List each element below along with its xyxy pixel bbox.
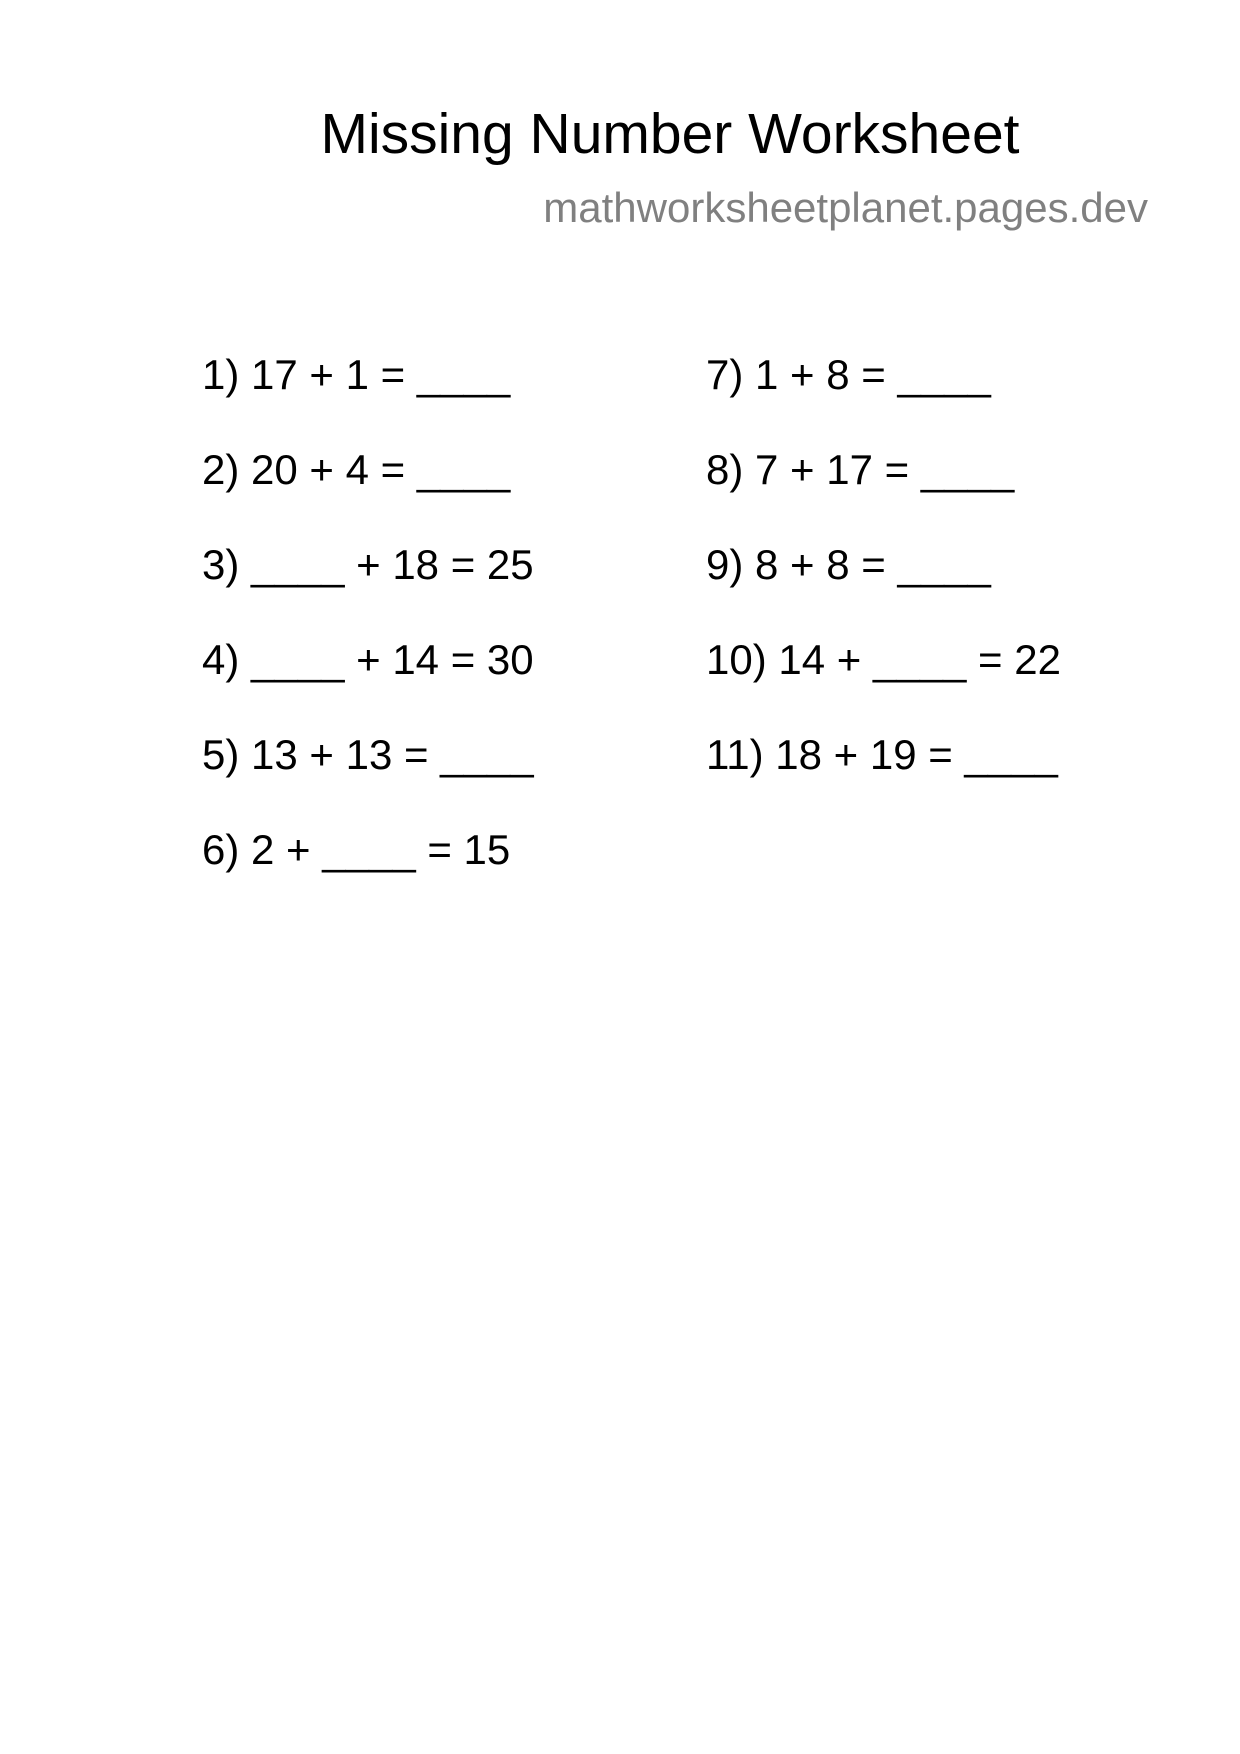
problem-4: 4) ____ + 14 = 30: [202, 636, 534, 683]
site-url: mathworksheetplanet.pages.dev: [543, 184, 1148, 231]
problem-9: 9) 8 + 8 = ____: [706, 541, 991, 588]
problem-7: 7) 1 + 8 = ____: [706, 351, 991, 398]
problem-10: 10) 14 + ____ = 22: [706, 636, 1061, 683]
problem-6: 6) 2 + ____ = 15: [202, 826, 511, 873]
problem-column-left: [202, 349, 534, 919]
problem-3: 3) ____ + 18 = 25: [202, 541, 534, 588]
problem-11: 11) 18 + 19 = ____: [706, 731, 1058, 778]
page-title: Missing Number Worksheet: [320, 102, 1020, 166]
problem-5: 5) 13 + 13 = ____: [202, 731, 534, 778]
problem-8: 8) 7 + 17 = ____: [706, 446, 1015, 493]
problem-2: 2) 20 + 4 = ____: [202, 446, 511, 493]
problem-column-right: [706, 349, 1061, 824]
problem-1: 1) 17 + 1 = ____: [202, 351, 511, 398]
